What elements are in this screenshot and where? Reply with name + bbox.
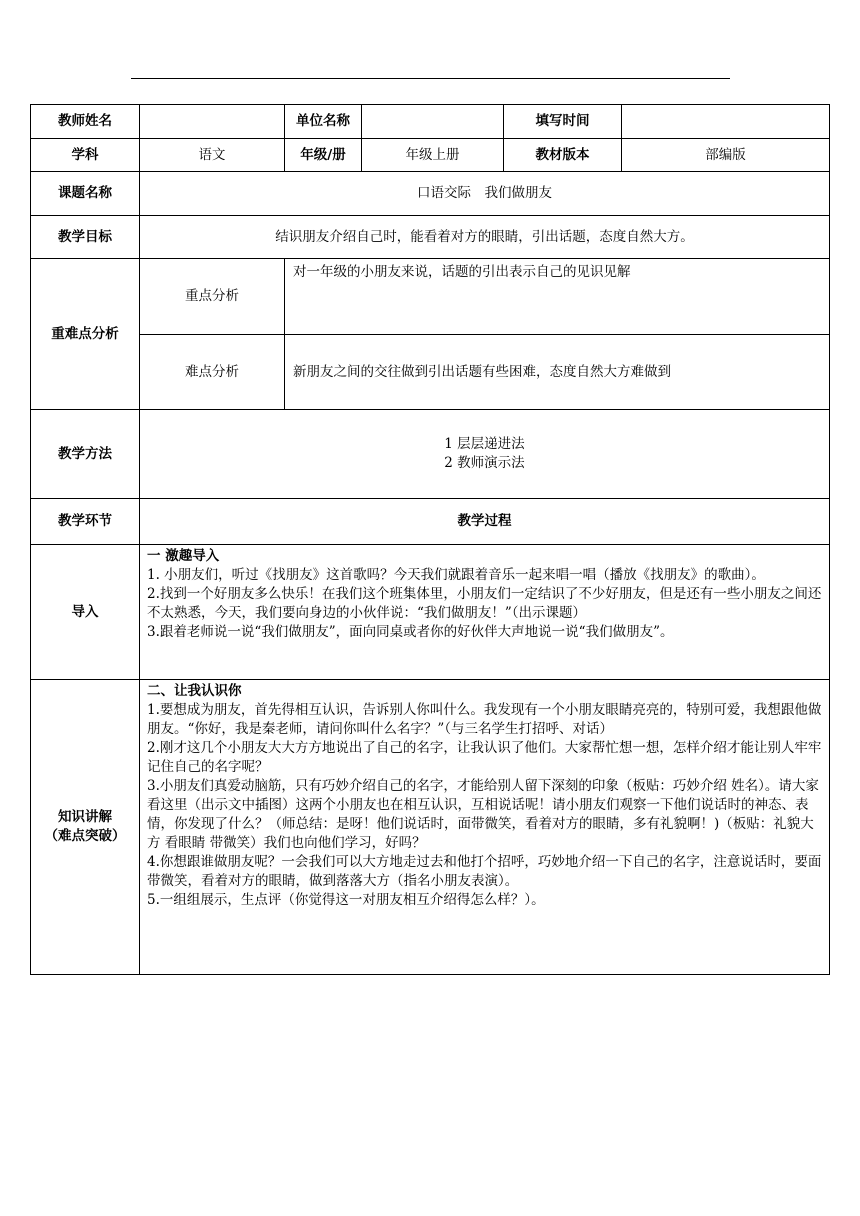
knowledge-paragraph: 3.小朋友们真爱动脑筋，只有巧妙介绍自己的名字，才能给别人留下深刻的印象（板贴：巧妙介绍 姓名）。请大家看这里（出示文中插图）这两个小朋友也在相互认识，互相说话呢！请小朋友们观察一下他们说话时的神态、表情，你发现了什么？（师总结：是呀！他们说话时，面带微笑，看着对方的眼睛，多有礼貌啊！)（板贴：礼貌大方 看眼睛 带微笑）我们也向他们学习，好吗？ [147,778,819,851]
knowledge-stage-label [31,680,140,975]
goal-label: 教学目标 [31,216,140,259]
topic-label: 课题名称 [31,172,140,216]
knowledge-paragraph: 5.一组组展示，生点评（你觉得这一对朋友相互介绍得怎么样？）。 [147,892,545,908]
knowledge-paragraph: 2.刚才这几个小朋友大大方方地说出了自己的名字，让我认识了他们。大家帮忙想一想，怎样介绍才能让别人牢牢记住自己的名字呢？ [147,740,822,775]
knowledge-stage-line: （难点突破） [44,828,126,844]
process-header-row [31,499,830,545]
intro-title: 一 激趣导入 [147,548,220,564]
difficulty-label: 重难点分析 [31,259,140,410]
lesson-plan-table [30,104,830,975]
info-row-2 [31,139,830,172]
grade-label: 年级/册 [285,139,362,172]
stage-header: 教学环节 [31,499,140,545]
methods-label: 教学方法 [31,410,140,499]
key-point-row [31,259,830,335]
hard-point-row [31,335,830,410]
textbook-value: 部编版 [622,139,830,172]
intro-process [140,545,830,680]
method-item: 2 教师演示法 [444,455,525,471]
subject-value: 语文 [140,139,285,172]
hard-point-value: 新朋友之间的交往做到引出话题有些困难，态度自然大方难做到 [285,335,830,410]
process-header: 教学过程 [140,499,830,545]
key-point-value: 对一年级的小朋友来说，话题的引出表示自己的见识见解 [285,259,830,335]
knowledge-process [140,680,830,975]
intro-row [31,545,830,680]
goal-row [31,216,830,259]
knowledge-row [31,680,830,975]
method-item: 1 层层递进法 [444,436,525,452]
grade-value: 年级上册 [362,139,504,172]
goal-value: 结识朋友介绍自己时，能看着对方的眼睛，引出话题，态度自然大方。 [140,216,830,259]
methods-row [31,410,830,499]
unit-value [362,105,504,139]
intro-paragraph: 3.跟着老师说一说“我们做朋友”，面向同桌或者你的好伙伴大声地说一说“我们做朋友”。 [147,624,674,640]
methods-list [140,410,830,499]
intro-paragraph: 1. 小朋友们，听过《找朋友》这首歌吗？今天我们就跟着音乐一起来唱一唱（播放《找朋友》的歌曲）。 [147,567,765,583]
topic-row [31,172,830,216]
topic-value: 口语交际 我们做朋友 [140,172,830,216]
hard-point-label: 难点分析 [140,335,285,410]
knowledge-title: 二、让我认识你 [147,683,242,699]
teacher-name-value [140,105,285,139]
intro-paragraph: 2.找到一个好朋友多么快乐！在我们这个班集体里，小朋友们一定结识了不少好朋友，但是还有一些小朋友之间还不太熟悉，今天，我们要向身边的小伙伴说：“我们做朋友！”（出示课题） [147,586,822,621]
intro-stage-label: 导入 [31,545,140,680]
knowledge-paragraph: 1.要想成为朋友，首先得相互认识，告诉别人你叫什么。我发现有一个小朋友眼睛亮亮的，特别可爱，我想跟他做朋友。“你好，我是秦老师，请问你叫什么名字？”（与三名学生打招呼、对话） [147,702,822,737]
textbook-label: 教材版本 [504,139,622,172]
teacher-name-label: 教师姓名 [31,105,140,139]
info-row-1 [31,105,830,139]
key-point-label: 重点分析 [140,259,285,335]
knowledge-paragraph: 4.你想跟谁做朋友呢？一会我们可以大方地走过去和他打个招呼，巧妙地介绍一下自己的名字，注意说话时，要面带微笑，看着对方的眼睛，做到落落大方（指名小朋友表演）。 [147,854,822,889]
header-rule [131,78,730,79]
subject-label: 学科 [31,139,140,172]
knowledge-stage-line: 知识讲解 [58,809,112,825]
fill-time-value [622,105,830,139]
fill-time-label: 填写时间 [504,105,622,139]
unit-label: 单位名称 [285,105,362,139]
